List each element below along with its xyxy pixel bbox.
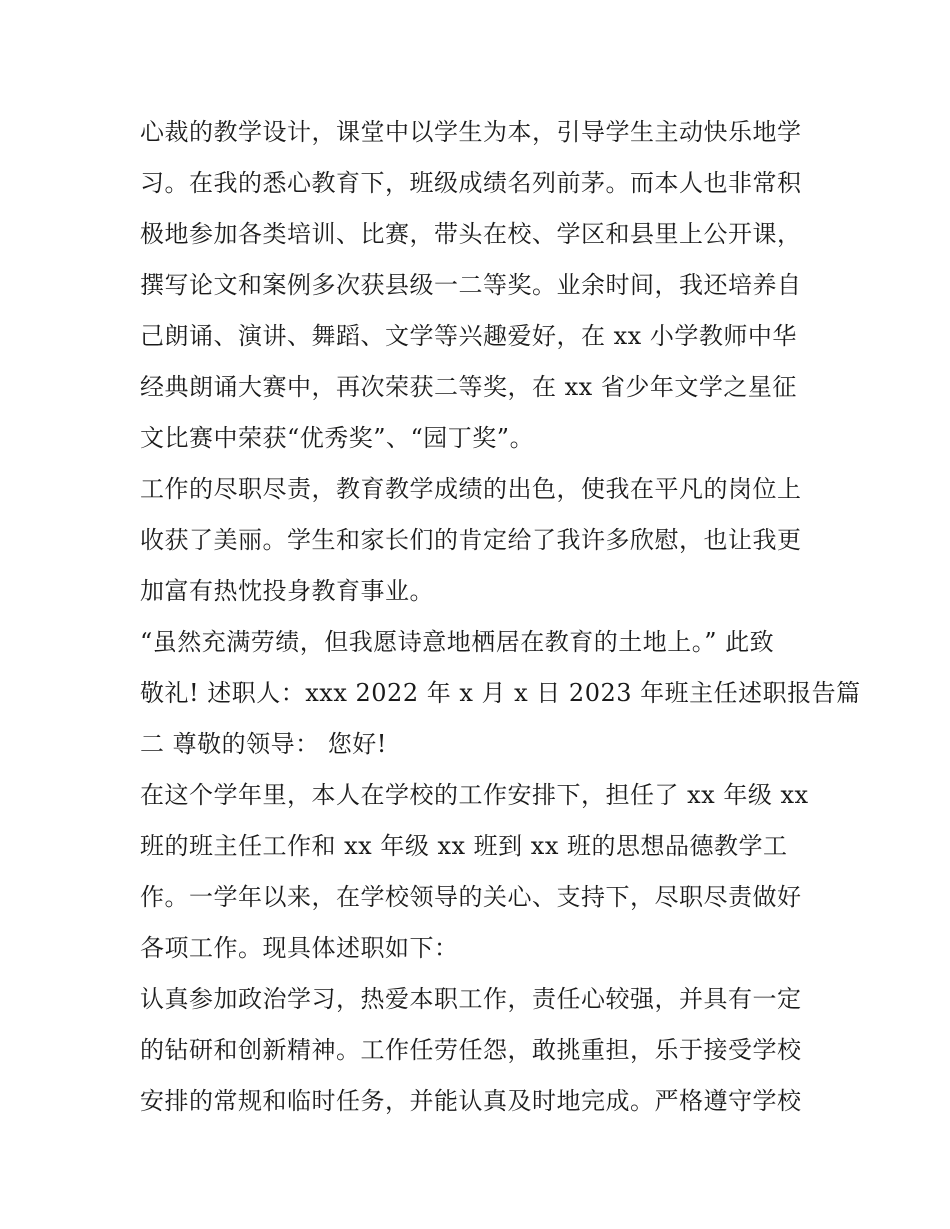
text-line: 在这个学年里，本人在学校的工作安排下，担任了 xx 年级 xx (140, 781, 809, 809)
text-line: 敬礼! 述职人：xxx 2022 年 x 月 x 日 2023 年班主任述职报告篇 (140, 679, 861, 707)
text-line: 收获了美丽。学生和家长们的肯定给了我许多欣慰，也让我更 (140, 526, 802, 554)
text-line: 习。在我的悉心教育下，班级成绩名列前茅。而本人也非常积 (140, 169, 802, 197)
text-line: 己朗诵、演讲、舞蹈、文学等兴趣爱好，在 xx 小学教师中华 (140, 322, 797, 350)
text-line: 工作的尽职尽责，教育教学成绩的出色，使我在平凡的岗位上 (140, 475, 802, 503)
text-line: 二 尊敬的领导： 您好! (140, 730, 387, 758)
text-line: 认真参加政治学习，热爱本职工作，责任心较强，并具有一定 (140, 985, 802, 1013)
text-line: 作。一学年以来，在学校领导的关心、支持下，尽职尽责做好 (140, 883, 802, 911)
text-line: 极地参加各类培训、比赛，带头在校、学区和县里上公开课， (140, 220, 802, 248)
text-line: 安排的常规和临时任务，并能认真及时地完成。严格遵守学校 (140, 1087, 802, 1115)
text-line: 撰写论文和案例多次获县级一二等奖。业余时间，我还培养自 (140, 271, 802, 299)
text-line: 的钻研和创新精神。工作任劳任怨，敢挑重担，乐于接受学校 (140, 1036, 802, 1064)
body-text (140, 107, 861, 1127)
text-line: 各项工作。现具体述职如下： (140, 934, 459, 962)
text-line: 经典朗诵大赛中，再次荣获二等奖，在 xx 省少年文学之星征 (140, 373, 797, 401)
text-line: 心裁的教学设计，课堂中以学生为本，引导学生主动快乐地学 (140, 118, 802, 146)
text-line: “虽然充满劳绩，但我愿诗意地栖居在教育的土地上。” 此致 (140, 628, 775, 656)
text-line: 加富有热忱投身教育事业。 (140, 577, 434, 605)
text-line: 文比赛中荣获“优秀奖”、“园丁奖”。 (140, 424, 535, 452)
text-line: 班的班主任工作和 xx 年级 xx 班到 xx 班的思想品德教学工 (140, 832, 788, 860)
